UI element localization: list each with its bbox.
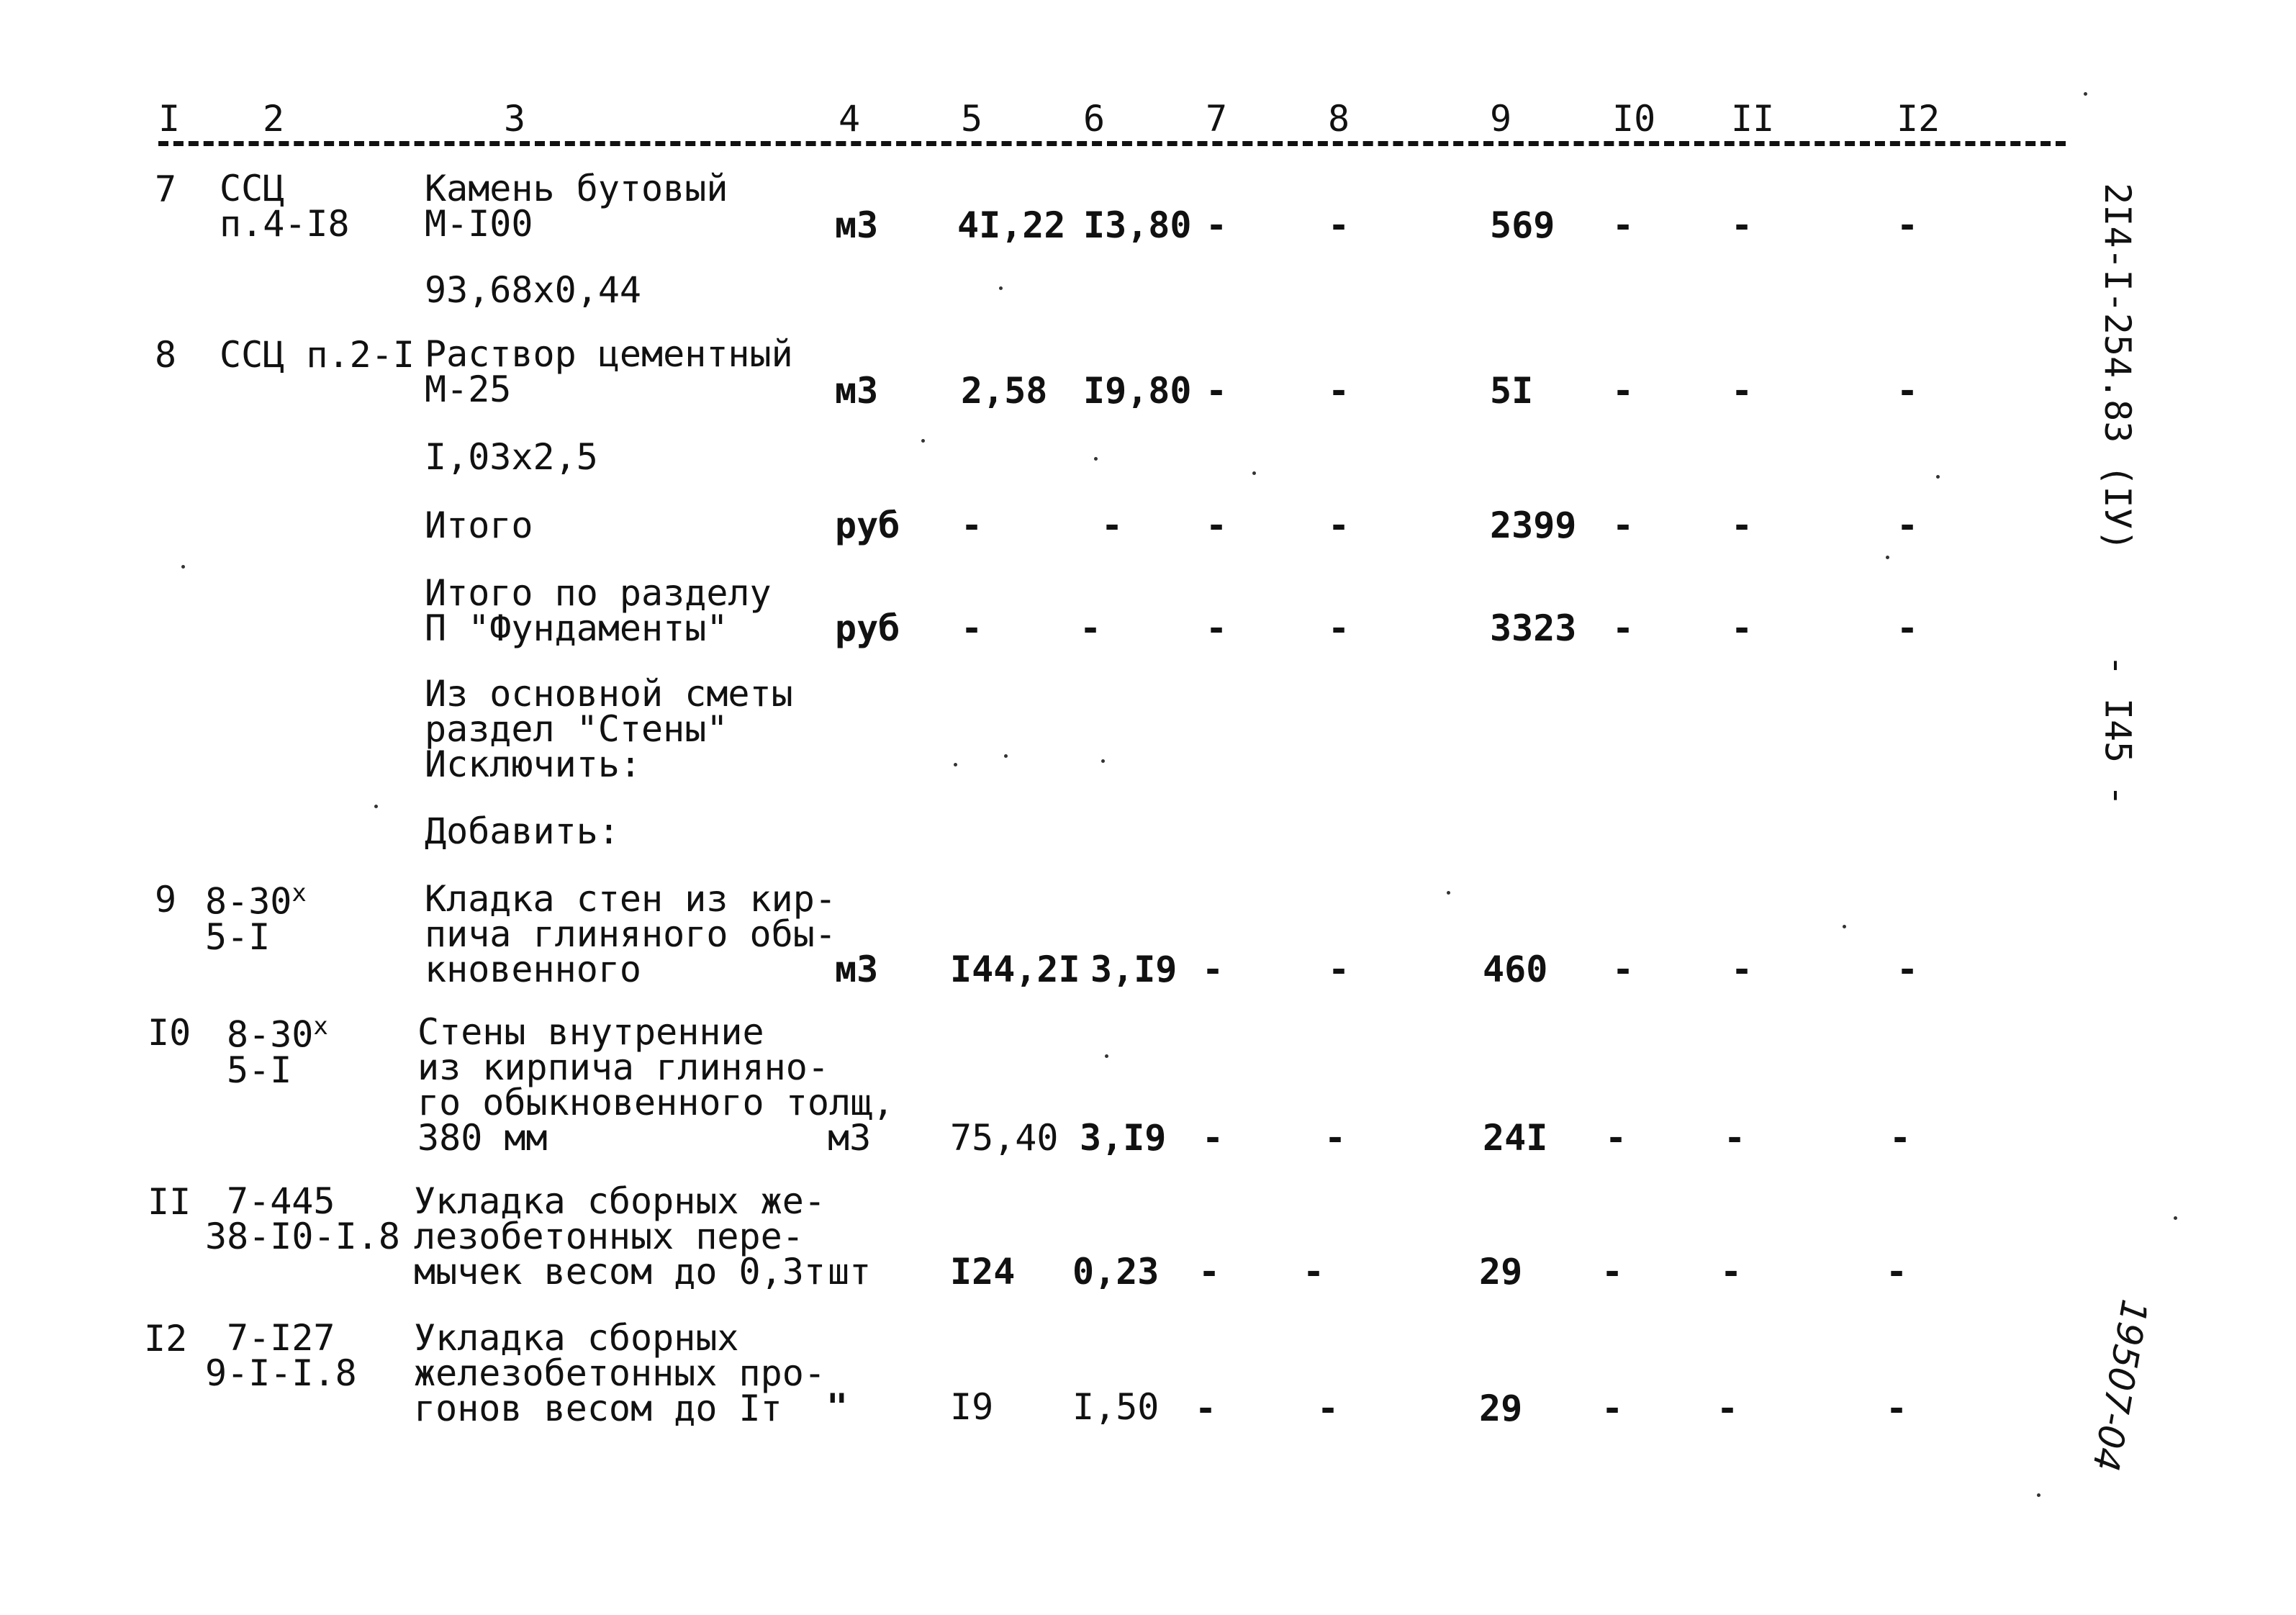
section-total-col10: - — [1612, 607, 1635, 649]
row-12-col11: - — [1717, 1388, 1739, 1429]
row-11-col11: - — [1720, 1251, 1743, 1293]
section-total-unit: руб — [835, 607, 900, 649]
row-8-description: Раствор цементный М-25 — [425, 333, 793, 410]
row-7-description: Камень бутовый М-I00 — [425, 168, 728, 245]
col-header-3: 3 — [504, 98, 526, 140]
row-8-number: 8 — [155, 334, 177, 376]
row-8-price: I9,80 — [1083, 370, 1192, 412]
scan-speck — [1094, 457, 1098, 461]
row-11-code: 7-445 38-I0-I.8 — [205, 1180, 400, 1257]
row-12-total: 29 — [1479, 1388, 1523, 1429]
scan-speck — [181, 565, 185, 569]
subtotal-col7: - — [1206, 505, 1228, 546]
row-10-description: Стены внутренние из кирпича глиняно- го обыкновенного толщ, 380 мм — [417, 1011, 895, 1159]
row-7-col7: - — [1206, 204, 1228, 246]
row-9-description: Кладка стен из кир- пича глиняного обы- кновенного — [425, 878, 836, 990]
page-number: - I45 - — [2097, 654, 2138, 807]
row-12-col10: - — [1601, 1388, 1624, 1429]
row-9-number: 9 — [155, 879, 177, 920]
row-12-number: I2 — [144, 1318, 188, 1360]
row-10-code: 8-30$^x$ 5-I — [227, 1012, 328, 1091]
scan-speck — [921, 439, 925, 443]
col-header-5: 5 — [961, 98, 983, 140]
row-12-unit: " — [826, 1386, 849, 1428]
row-8-unit: м3 — [835, 370, 879, 412]
col-header-9: 9 — [1490, 98, 1512, 140]
row-11-total: 29 — [1479, 1251, 1523, 1293]
row-8-col10: - — [1612, 370, 1635, 412]
subtotal-col11: - — [1731, 505, 1753, 546]
row-7-col12: - — [1897, 204, 1919, 246]
row-8-code: ССЦ п.2-I — [220, 334, 415, 376]
col-header-1: I — [158, 98, 181, 140]
row-10-col12: - — [1889, 1117, 1912, 1159]
row-11-col8: - — [1303, 1251, 1325, 1293]
row-12-description: Укладка сборных железобетонных про- гонов весом до Iт — [414, 1317, 826, 1429]
section-total-col7: - — [1206, 607, 1228, 649]
row-12-col12: - — [1886, 1388, 1908, 1429]
col-header-12: I2 — [1897, 98, 1940, 140]
row-11-number: II — [148, 1181, 191, 1223]
row-10-col8: - — [1324, 1117, 1347, 1159]
row-7-col11: - — [1731, 204, 1753, 246]
section-total-label: Итого по разделу П "Фундаменты" — [425, 572, 772, 649]
scan-speck — [1101, 759, 1105, 763]
row-7-quantity: 4I,22 — [957, 204, 1066, 246]
subtotal-col12: - — [1897, 505, 1919, 546]
row-11-col7: - — [1198, 1251, 1221, 1293]
row-12-col8: - — [1317, 1388, 1339, 1429]
row-11-col10: - — [1601, 1251, 1624, 1293]
col-header-11: II — [1731, 98, 1775, 140]
scan-speck — [2174, 1216, 2177, 1220]
row-7-unit: м3 — [835, 204, 879, 246]
scan-speck — [2084, 92, 2087, 96]
row-10-col11: - — [1724, 1117, 1746, 1159]
row-7-col8: - — [1328, 204, 1350, 246]
row-10-unit: м3 — [828, 1117, 872, 1159]
scan-speck — [954, 763, 957, 766]
col-header-4: 4 — [839, 98, 861, 140]
scan-speck — [1843, 925, 1846, 928]
section-total-col8: - — [1328, 607, 1350, 649]
subtotal-quantity: - — [961, 505, 983, 546]
row-11-quantity: I24 — [950, 1251, 1016, 1293]
subtotal-price: - — [1101, 505, 1124, 546]
row-7-number: 7 — [155, 168, 177, 210]
row-9-quantity: I44,2I — [950, 949, 1080, 990]
section-total-quantity: - — [961, 607, 983, 649]
row-9-unit: м3 — [835, 949, 879, 990]
row-12-col7: - — [1195, 1388, 1217, 1429]
col-header-10: I0 — [1612, 98, 1656, 140]
scan-speck — [1004, 754, 1008, 758]
scan-speck — [1447, 891, 1450, 895]
row-9-price: 3,I9 — [1090, 949, 1178, 990]
document-code: 2I4-I-254.83 (IУ) — [2097, 183, 2138, 551]
add-note: Добавить: — [425, 810, 620, 852]
scan-speck — [374, 805, 378, 808]
row-8-col11: - — [1731, 370, 1753, 412]
scan-speck — [999, 286, 1003, 290]
row-8-quantity: 2,58 — [961, 370, 1048, 412]
scan-speck — [1936, 475, 1940, 479]
row-8-total: 5I — [1490, 370, 1534, 412]
subtotal-total: 2399 — [1490, 505, 1577, 546]
row-10-quantity: 75,40 — [950, 1117, 1059, 1159]
row-9-col7: - — [1202, 949, 1224, 990]
col-header-2: 2 — [263, 98, 285, 140]
row-9-col10: - — [1612, 949, 1635, 990]
row-11-price: 0,23 — [1072, 1251, 1160, 1293]
subtotal-col8: - — [1328, 505, 1350, 546]
scan-speck — [1886, 556, 1889, 559]
col-header-8: 8 — [1328, 98, 1350, 140]
row-10-total: 24I — [1483, 1117, 1548, 1159]
row-8-col12: - — [1897, 370, 1919, 412]
row-8-col8: - — [1328, 370, 1350, 412]
header-rule — [158, 141, 2066, 146]
row-9-col8: - — [1328, 949, 1350, 990]
row-11-description: Укладка сборных же- лезобетонных пере- мычек весом до 0,3т — [414, 1180, 826, 1293]
row-7-col10: - — [1612, 204, 1635, 246]
row-7-code: ССЦ п.4-I8 — [220, 168, 350, 245]
scan-speck — [1105, 1054, 1108, 1058]
row-10-col7: - — [1202, 1117, 1224, 1159]
row-10-number: I0 — [148, 1012, 191, 1054]
row-7-calculation: 93,68x0,44 — [425, 269, 642, 311]
row-9-code: 8-30$^x$ 5-I — [205, 879, 307, 958]
scan-speck — [2037, 1493, 2040, 1497]
handwritten-number: 19507-04 — [2084, 1296, 2156, 1475]
row-12-code: 7-I27 9-I-I.8 — [205, 1317, 357, 1394]
section-total-col12: - — [1897, 607, 1919, 649]
scan-speck — [1252, 471, 1256, 475]
row-8-calculation: I,03x2,5 — [425, 436, 598, 478]
row-12-price: I,50 — [1072, 1386, 1160, 1428]
subtotal-unit: руб — [835, 505, 900, 546]
row-9-col11: - — [1731, 949, 1753, 990]
section-total-col11: - — [1731, 607, 1753, 649]
subtotal-label: Итого — [425, 505, 533, 546]
row-7-price: I3,80 — [1083, 204, 1192, 246]
exclude-note: Из основной сметы раздел "Стены" Исключить: — [425, 673, 793, 785]
subtotal-col10: - — [1612, 505, 1635, 546]
row-10-price: 3,I9 — [1080, 1117, 1167, 1159]
col-header-7: 7 — [1206, 98, 1228, 140]
section-total-total: 3323 — [1490, 607, 1577, 649]
section-total-price: - — [1080, 607, 1102, 649]
row-10-col10: - — [1605, 1117, 1627, 1159]
row-11-unit: шт — [828, 1251, 872, 1293]
row-9-col12: - — [1897, 949, 1919, 990]
row-11-col12: - — [1886, 1251, 1908, 1293]
col-header-6: 6 — [1083, 98, 1106, 140]
row-7-total: 569 — [1490, 204, 1555, 246]
row-12-quantity: I9 — [950, 1386, 994, 1428]
row-8-col7: - — [1206, 370, 1228, 412]
row-9-total: 460 — [1483, 949, 1548, 990]
